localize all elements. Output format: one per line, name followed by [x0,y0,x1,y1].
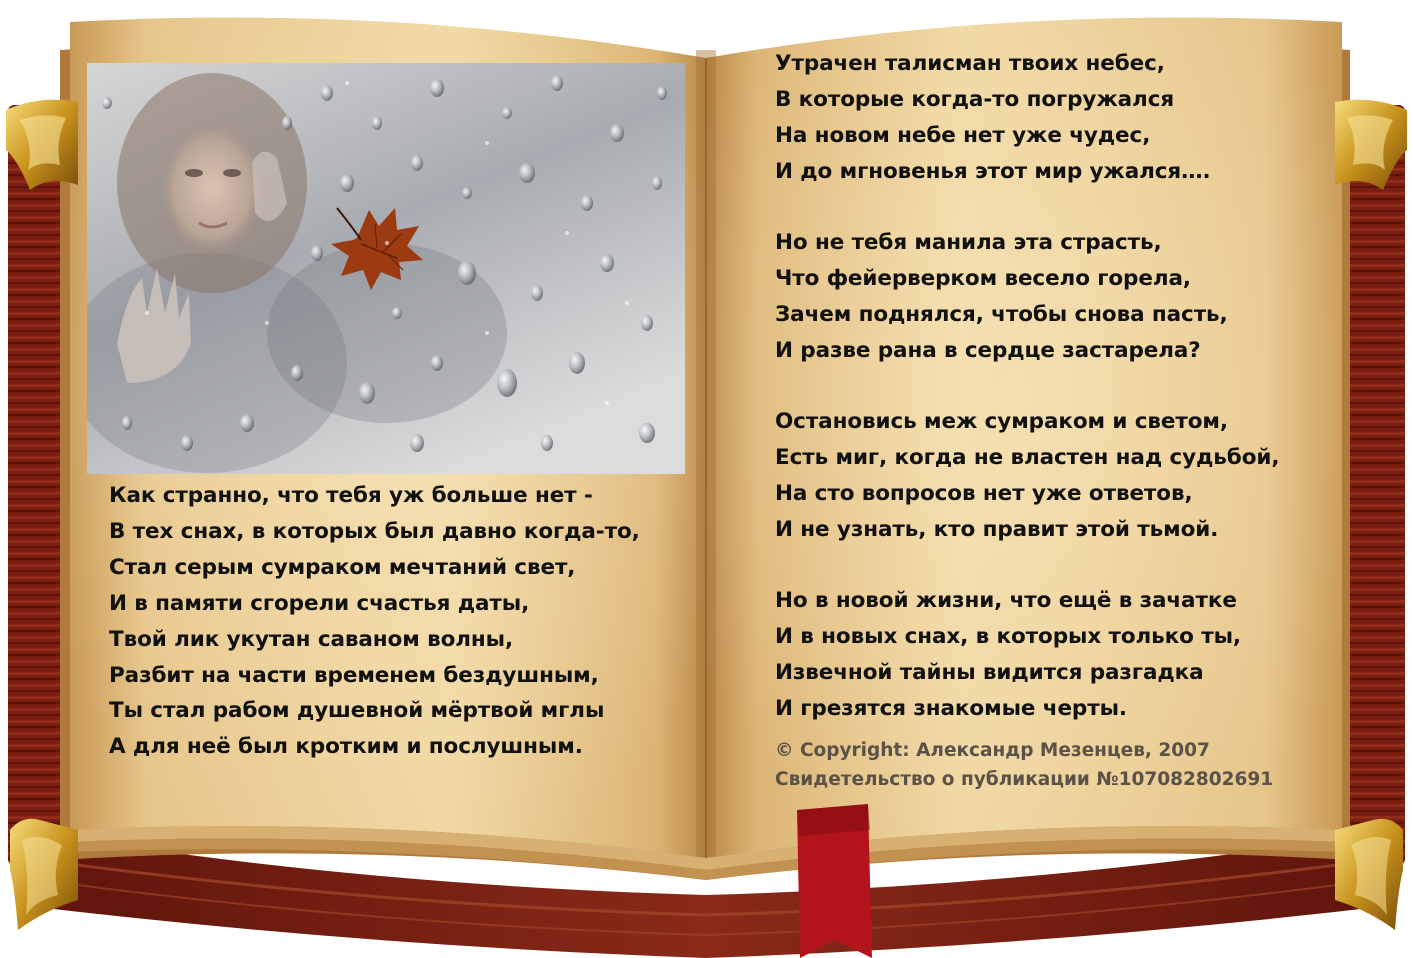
poem-line: И не узнать, кто правит этой тьмой. [775,516,1219,542]
copyright-notice [775,736,1273,794]
poem-line: Твой лик укутан саваном волны, [109,626,514,652]
poem-line: И в памяти сгорели счастья даты, [109,590,530,616]
poem-line: А для неё был кротким и послушным. [109,734,583,760]
photo-illustration [87,63,685,474]
copyright-line: © Copyright: Александр Мезенцев, 2007 [775,740,1210,761]
right-page-stanza-4 [775,583,1241,727]
poem-line: И грезятся знакомые черты. [775,695,1127,721]
poem-line: Остановись меж сумраком и светом, [775,409,1228,434]
poem-line: Есть миг, когда не властен над судьбой, [775,444,1280,470]
poem-line: И разве рана в сердце застарела? [775,337,1201,363]
poem-line: И до мгновенья этот мир ужался…. [775,158,1211,184]
gold-corner-bottom-right [1335,819,1403,930]
poem-line: Стал серым сумраком мечтаний свет, [109,554,576,580]
poem-line: Что фейерверком весело горела, [775,265,1191,291]
poem-line: Разбит на части временем бездушным, [109,662,599,688]
poem-line: И в новых снах, в которых только ты, [775,623,1241,649]
right-page-stanza-2 [775,225,1228,369]
rainy-window-photo [87,63,685,474]
gold-corner-bottom-left [10,819,78,930]
poem-line: На сто вопросов нет уже ответов, [775,480,1193,506]
left-page-stanza [109,478,640,765]
certificate-line: Свидетельство о публикации №107082802691 [775,769,1274,790]
right-page-stanza-1 [775,46,1211,190]
poem-line: На новом небе нет уже чудес, [775,122,1151,148]
poem-line: Как странно, что тебя уж больше нет - [109,483,593,508]
poem-line: Но в новой жизни, что ещё в зачатке [775,588,1237,613]
poem-line: Утрачен талисман твоих небес, [775,51,1165,76]
poem-line: В которые когда-то погружался [775,86,1175,112]
right-page-stanza-3 [775,404,1279,548]
poem-line: В тех снах, в которых был давно когда-то, [109,518,640,544]
poem-line: Ты стал рабом душевной мёртвой мглы [109,698,605,724]
poem-line: Зачем поднялся, чтобы снова пасть, [775,301,1228,327]
poem-line: Но не тебя манила эта страсть, [775,230,1162,255]
poem-line: Извечной тайны видится разгадка [775,659,1204,685]
